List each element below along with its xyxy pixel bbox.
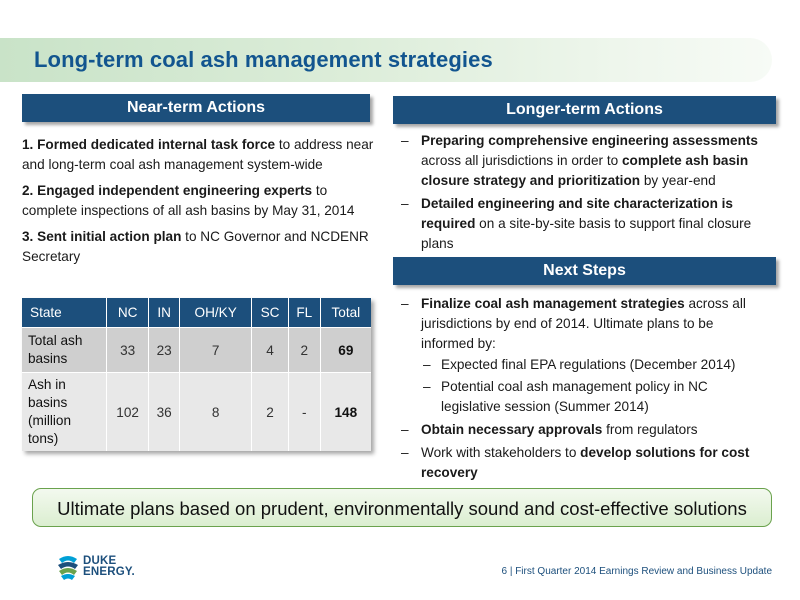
next-steps-subitem: – Expected final EPA regulations (December 2014) — [423, 357, 736, 372]
table-cell: 8 — [180, 373, 252, 452]
table-header-cell: Total — [320, 298, 371, 328]
slide-title: Long-term coal ash management strategies — [34, 47, 493, 72]
table-header-cell: FL — [288, 298, 320, 328]
next-steps-item: – Work with stakeholders to develop solutions for cost recovery — [401, 445, 750, 480]
row-label: Ash in basins (million tons) — [22, 373, 107, 452]
next-steps-item: – Obtain necessary approvals from regulators — [401, 422, 698, 437]
near-term-item: 1. Formed dedicated internal task force to address near and long-term coal ash management system-wide — [22, 137, 374, 172]
table-cell: 102 — [107, 373, 149, 452]
table-header-cell: OH/KY — [180, 298, 252, 328]
table-header-row — [22, 298, 371, 328]
longer-term-item: – Detailed engineering and site characterization is required on a site-by-site basis to support final closure plans — [401, 196, 752, 251]
near-term-list — [22, 135, 377, 273]
table-cell: 2 — [252, 373, 289, 452]
ash-basin-table — [22, 298, 371, 451]
table-cell: 23 — [149, 328, 180, 373]
table-cell: 7 — [180, 328, 252, 373]
next-steps-item: – Finalize coal ash management strategies across all jurisdictions by end of 2014. Ultimate plans to be informed by: – Expected final EPA regulations (December 2014) – Potential coal ash management policy in NC legislative session (Summer 2014) — [399, 294, 769, 417]
table-header-cell: State — [22, 298, 107, 328]
table-cell: - — [288, 373, 320, 452]
table-cell: 4 — [252, 328, 289, 373]
table-cell: 36 — [149, 373, 180, 452]
next-steps-sublist — [421, 355, 769, 417]
table-cell: 148 — [320, 373, 371, 452]
page-number: 6 — [501, 566, 508, 577]
table-row — [22, 328, 371, 373]
duke-energy-logo-icon — [56, 553, 80, 581]
longer-term-item: – Preparing comprehensive engineering assessments across all jurisdictions in order to complete ash basin closure strategy and prioritization by year-end — [401, 133, 758, 188]
near-term-item: 2. Engaged independent engineering experts to complete inspections of all ash basins by May 31, 2014 — [22, 183, 355, 218]
page-footer — [501, 566, 772, 577]
table-cell: 2 — [288, 328, 320, 373]
table-header-cell: SC — [252, 298, 289, 328]
near-term-header: Near-term Actions — [22, 94, 370, 122]
footer-text: First Quarter 2014 Earnings Review and Business Update — [515, 566, 772, 577]
next-steps-subitem: – Potential coal ash management policy in NC legislative session (Summer 2014) — [423, 379, 708, 414]
table-row — [22, 373, 371, 452]
table-cell: 33 — [107, 328, 149, 373]
table-header-cell: IN — [149, 298, 180, 328]
table-header-cell: NC — [107, 298, 149, 328]
near-term-item: 3. Sent initial action plan to NC Governor and NCDENR Secretary — [22, 229, 369, 264]
conclusion-callout: Ultimate plans based on prudent, environmentally sound and cost-effective solutions — [32, 488, 772, 527]
table-cell: 69 — [320, 328, 371, 373]
row-label: Total ash basins — [22, 328, 107, 373]
longer-term-list — [399, 131, 769, 257]
next-steps-header: Next Steps — [393, 257, 776, 285]
longer-term-header: Longer-term Actions — [393, 96, 776, 124]
next-steps-list — [399, 294, 769, 486]
footer-separator: | — [509, 566, 513, 577]
duke-energy-logo — [56, 553, 166, 583]
logo-text: DUKE ENERGY. — [83, 555, 135, 578]
